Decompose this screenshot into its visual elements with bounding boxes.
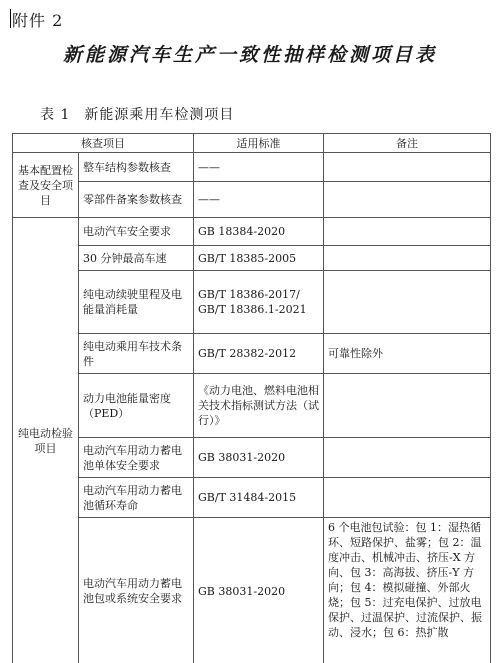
table-row bbox=[13, 246, 491, 271]
note-cell bbox=[324, 478, 491, 518]
standard-cell: GB 38031-2020 bbox=[194, 518, 324, 663]
table-caption bbox=[40, 104, 234, 124]
standard-cell: GB 18384-2020 bbox=[194, 218, 324, 246]
table-caption-text: 新能源乘用车检测项目 bbox=[84, 107, 235, 123]
standard-cell: GB/T 18385-2005 bbox=[194, 246, 324, 271]
attachment-label: 附件 2 bbox=[12, 11, 64, 30]
category-cell: 基本配置检查及安全项目 bbox=[13, 153, 79, 218]
document-title: 新能源汽车生产一致性抽样检测项目表 bbox=[62, 44, 437, 66]
table-row bbox=[13, 438, 491, 478]
note-cell bbox=[324, 518, 491, 663]
column-header-item: 核查项目 bbox=[13, 134, 194, 153]
table-row bbox=[13, 218, 491, 246]
table-header-row bbox=[13, 134, 491, 153]
column-header-note: 备注 bbox=[324, 134, 491, 153]
standard-cell: GB/T 31484-2015 bbox=[194, 478, 324, 518]
note-cell bbox=[324, 218, 491, 246]
standard-cell: GB 38031-2020 bbox=[194, 438, 324, 478]
item-cell: 动力电池能量密度（PED） bbox=[79, 374, 194, 438]
standard-cell: —— bbox=[194, 182, 324, 218]
item-cell: 电动汽车用动力蓄电池包或系统安全要求 bbox=[79, 518, 194, 663]
table-row bbox=[13, 518, 491, 663]
item-cell: 整车结构参数核查 bbox=[79, 153, 194, 182]
item-cell: 电动汽车用动力蓄电池单体安全要求 bbox=[79, 438, 194, 478]
note-cell bbox=[324, 374, 491, 438]
table-row bbox=[13, 271, 491, 334]
standard-cell: GB/T 28382-2012 bbox=[194, 334, 324, 374]
item-cell: 30 分钟最高车速 bbox=[79, 246, 194, 271]
note-cell: 可靠性除外 bbox=[324, 334, 491, 374]
note-cell bbox=[324, 438, 491, 478]
standard-cell: —— bbox=[194, 153, 324, 182]
table-row bbox=[13, 153, 491, 182]
text-cursor bbox=[10, 9, 11, 28]
note-cell bbox=[324, 271, 491, 334]
table-row bbox=[13, 478, 491, 518]
table-row bbox=[13, 334, 491, 374]
note-cell bbox=[324, 246, 491, 271]
note-text: 6 个电池包试验：包 1：湿热循环、短路保护、盐雾；包 2：温度冲击、机械冲击、挤压-X 方向、包 3：高海拔、挤压-Y 方向；包 4：模拟碰撞、外部火烧；包 5：过充电保护、过放电保护、过温保护、过流保护、振动、浸水；包 6：热扩散 bbox=[328, 521, 482, 639]
table-caption-number: 表 1 bbox=[40, 107, 71, 123]
column-header-standard: 适用标准 bbox=[194, 134, 324, 153]
item-cell: 电动汽车用动力蓄电池循环寿命 bbox=[79, 478, 194, 518]
inspection-table bbox=[12, 133, 491, 663]
item-cell: 电动汽车安全要求 bbox=[79, 218, 194, 246]
item-cell: 纯电动续驶里程及电能量消耗量 bbox=[79, 271, 194, 334]
standard-cell: GB/T 18386-2017/ GB/T 18386.1-2021 bbox=[194, 271, 324, 334]
item-cell: 零部件备案参数核查 bbox=[79, 182, 194, 218]
table-row bbox=[13, 182, 491, 218]
table-row bbox=[13, 374, 491, 438]
note-cell bbox=[324, 182, 491, 218]
standard-cell: 《动力电池、燃料电池相关技术指标测试方法（试行）》 bbox=[194, 374, 324, 438]
note-cell bbox=[324, 153, 491, 182]
category-cell: 纯电动检验项目 bbox=[13, 218, 79, 663]
item-cell: 纯电动乘用车技术条件 bbox=[79, 334, 194, 374]
